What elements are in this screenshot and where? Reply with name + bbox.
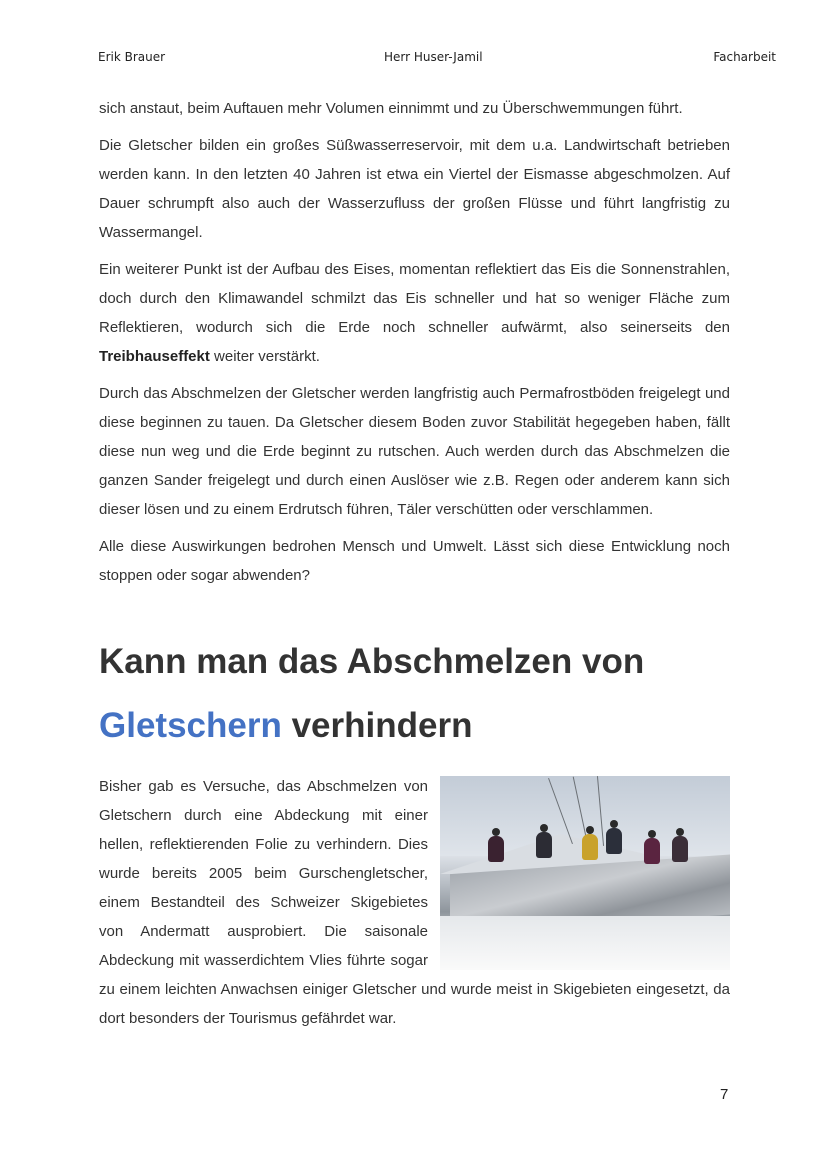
heading-line2-rest: verhindern <box>281 706 473 745</box>
header-doc-type: Facharbeit <box>713 50 776 64</box>
paragraph-question: Alle diese Auswirkungen bedrohen Mensch und Umwelt. Lässt sich diese Entwicklung noch stoppen oder sogar abwenden? <box>99 538 730 584</box>
paragraph-reflection-text: Ein weiterer Punkt ist der Aufbau des Eises, momentan reflektiert das Eis die Sonnenstrahlen, doch durch den Klimawandel schmilzt das Eis schneller und hat so weniger Fläche zum Reflektieren, wodurch sich die Erde noch schneller aufwärmt, also seinerseits den <box>99 261 730 336</box>
glacier-fleece-photo <box>440 776 730 970</box>
page-number: 7 <box>720 1086 729 1103</box>
paragraph-freshwater: Die Gletscher bilden ein großes Süßwasserreservoir, mit dem u.a. Landwirtschaft betrieben werden kann. In den letzten 40 Jahren ist etwa ein Viertel der Eismasse abgeschmolzen. Auf Dauer schrumpft also auch der Wasserzufluss der großen Flüsse und führt langfristig zu Wassermangel. <box>99 137 730 241</box>
page-content <box>99 94 730 1041</box>
section-heading <box>99 630 730 758</box>
section-body <box>99 772 730 1033</box>
heading-highlight: Gletschern <box>99 706 282 745</box>
paragraph-permafrost: Durch das Abschmelzen der Gletscher werden langfristig auch Permafrostböden freigelegt und diese beginnen zu tauen. Da Gletscher diesem Boden zuvor Stabilität hegegeben haben, fällt diese nun weg und die Erde beginnt zu rutschen. Auch werden durch das Abschmelzen die ganzen Sander freigelegt und durch einen Auslöser wie z.B. Regen oder anderem kann sich dieser lösen und zu einem Erdrutsch führen, Täler verschütten oder verschlammen. <box>99 385 730 518</box>
page-header <box>98 50 776 70</box>
greenhouse-effect-term: Treibhauseffekt <box>99 348 210 365</box>
paragraph-fleece-text: Bisher gab es Versuche, das Abschmelzen von Gletschern durch eine Abdeckung mit einer hellen, reflektierenden Folie zu verhindern. Dies wurde bereits 2005 beim Gurschengletscher, einem Bestandteil des Schweizer Skigebietes von Andermatt ausprobiert. Die saisonale Abdeckung mit wasserdichtem Vlies führte sogar zu einem leichten Anwachsen einiger Gletscher und wurde meist in Skigebieten eingesetzt, da dort besonders der Tourismus gefährdet war. <box>99 778 730 1027</box>
paragraph-reflection <box>99 255 730 371</box>
heading-line1: Kann man das Abschmelzen von <box>99 642 645 681</box>
header-teacher: Herr Huser-Jamil <box>384 50 483 64</box>
paragraph-fleece <box>99 772 730 1033</box>
paragraph-flooding: sich anstaut, beim Auftauen mehr Volumen einnimmt und zu Überschwemmungen führt. <box>99 100 683 117</box>
header-author: Erik Brauer <box>98 50 166 64</box>
paragraph-reflection-end: weiter verstärkt. <box>209 348 320 365</box>
